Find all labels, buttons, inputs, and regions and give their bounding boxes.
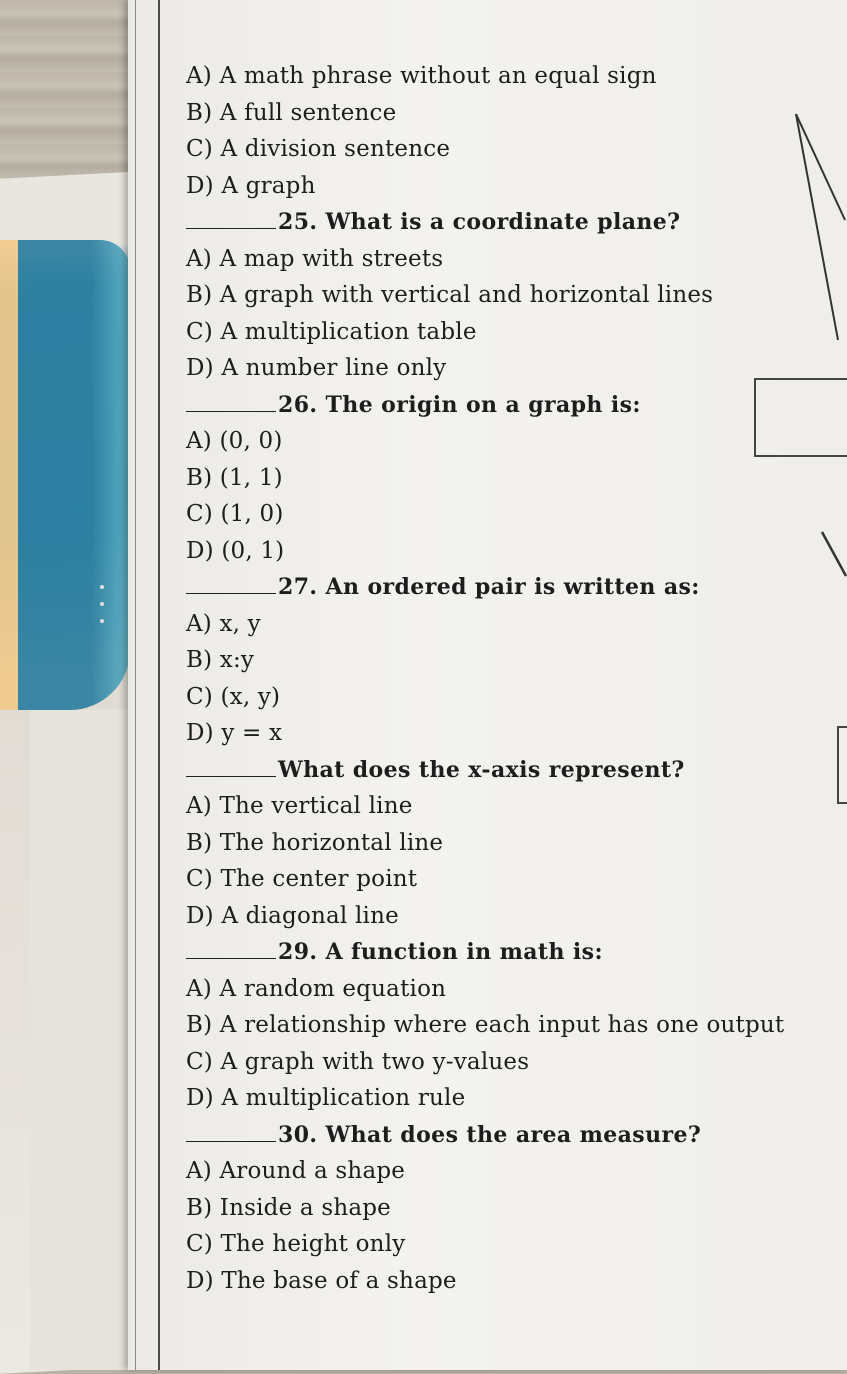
option: D) y = x <box>186 720 283 746</box>
answer-blank[interactable] <box>186 391 276 412</box>
option: B) (1, 1) <box>186 464 283 491</box>
question-label: 29. A function in math is: <box>278 939 603 965</box>
question-label: 26. The origin on a graph is: <box>278 391 641 418</box>
answer-blank[interactable] <box>186 756 276 777</box>
answer-blank[interactable] <box>186 938 276 959</box>
question-text <box>186 1117 826 1154</box>
option: A) A map with streets <box>186 245 444 272</box>
option: A) A random equation <box>186 975 447 1002</box>
question-30 <box>186 1117 826 1300</box>
option: D) (0, 1) <box>186 537 285 564</box>
question-text <box>186 752 826 789</box>
booklet-dots <box>100 585 104 636</box>
option: B) Inside a shape <box>186 1194 391 1221</box>
option: A) Around a shape <box>186 1158 406 1184</box>
paper-edge-line <box>135 0 136 1370</box>
option: C) The height only <box>186 1231 406 1257</box>
question-text <box>186 934 826 971</box>
option: B) x:y <box>186 647 255 673</box>
option: D) A graph <box>186 172 316 199</box>
option: A) (0, 0) <box>186 428 283 454</box>
answer-blank[interactable] <box>186 208 276 229</box>
option: D) The base of a shape <box>186 1267 457 1294</box>
option: D) A multiplication rule <box>186 1085 466 1111</box>
option: B) A relationship where each input has one output <box>186 1012 785 1038</box>
answer-blank[interactable] <box>186 1121 276 1142</box>
intro-options <box>186 58 826 204</box>
option: D) A diagonal line <box>186 902 399 929</box>
option: A) The vertical line <box>186 793 413 819</box>
question-25 <box>186 204 826 387</box>
question-label: 27. An ordered pair is written as: <box>278 574 700 600</box>
option: D) A number line only <box>186 355 447 381</box>
answer-blank[interactable] <box>186 573 276 594</box>
question-text <box>186 387 826 424</box>
question-26 <box>186 387 826 570</box>
question-label: 30. What does the area measure? <box>278 1121 702 1148</box>
margin-line <box>158 0 160 1370</box>
worksheet-content <box>186 58 826 1299</box>
question-label: What does the x-axis represent? <box>278 756 685 783</box>
option: C) (x, y) <box>186 683 281 710</box>
question-29 <box>186 934 826 1117</box>
option: B) A full sentence <box>186 99 397 126</box>
option: A) A math phrase without an equal sign <box>186 63 657 89</box>
question-text <box>186 204 826 241</box>
question-27 <box>186 569 826 752</box>
option: B) The horizontal line <box>186 829 444 856</box>
option: C) The center point <box>186 866 418 892</box>
option: C) A graph with two y-values <box>186 1048 530 1075</box>
question-label: 25. What is a coordinate plane? <box>278 209 681 235</box>
question-text <box>186 569 826 606</box>
booklet-band <box>0 240 130 710</box>
option: C) (1, 0) <box>186 501 284 527</box>
option: C) A multiplication table <box>186 318 477 345</box>
option: A) x, y <box>186 610 261 637</box>
box-sketch <box>836 725 847 805</box>
option: C) A division sentence <box>186 136 451 162</box>
question-28 <box>186 752 826 935</box>
option: B) A graph with vertical and horizontal lines <box>186 282 714 308</box>
